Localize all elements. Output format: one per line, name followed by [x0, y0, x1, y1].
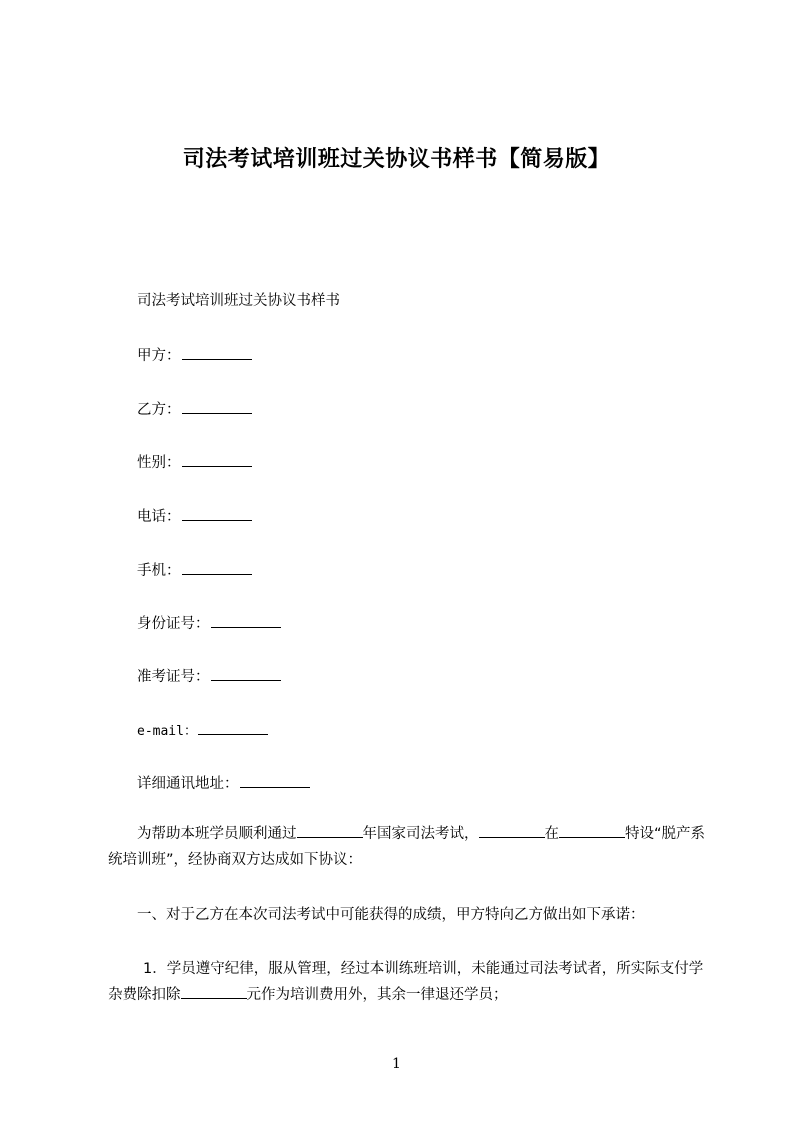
field-phone [137, 506, 252, 527]
field-label: 手机： [137, 563, 181, 579]
field-label: e-mail： [137, 724, 197, 739]
clause-text-1: 1．学员遵守纪律，服从管理，经过本训练班培训，未能通过司法考试者，所实际支付学杂费除扣除 [108, 961, 704, 1003]
field-party-b [137, 399, 252, 420]
blank-line [182, 345, 252, 360]
field-label: 性别： [137, 455, 181, 471]
blank-line [211, 613, 281, 628]
field-label: 乙方： [137, 402, 181, 418]
intro-paragraph [108, 821, 708, 873]
intro-text-2: 年国家司法考试， [362, 826, 479, 842]
field-address [137, 773, 310, 794]
field-label: 准考证号： [137, 669, 210, 685]
field-gender [137, 452, 252, 473]
blank-line [297, 823, 363, 838]
blank-line [198, 720, 268, 735]
intro-text-1: 为帮助本班学员顺利通过 [137, 826, 297, 842]
clause-1 [108, 956, 708, 1008]
blank-line [479, 823, 545, 838]
clause-text-2: 元作为培训费用外，其余一律退还学员； [246, 987, 508, 1003]
document-subtitle: 司法考试培训班过关协议书样书 [137, 293, 340, 309]
document-title: 司法考试培训班过关协议书样书【简易版】 [182, 147, 611, 172]
field-label: 身份证号： [137, 616, 210, 632]
intro-text-4: 特设“脱产系统培训班”，经协商双方达成如下协议： [108, 826, 706, 868]
field-party-a [137, 345, 252, 366]
field-label: 详细通讯地址： [137, 776, 239, 792]
field-label: 甲方： [137, 348, 181, 364]
field-label: 电话： [137, 509, 181, 525]
field-email [137, 720, 268, 742]
section-heading: 一、对于乙方在本次司法考试中可能获得的成绩，甲方特向乙方做出如下承诺： [137, 907, 645, 923]
blank-line [182, 399, 252, 414]
blank-line [559, 823, 625, 838]
field-admission-number [137, 666, 281, 687]
blank-line [181, 984, 247, 999]
blank-line [182, 506, 252, 521]
blank-line [211, 666, 281, 681]
blank-line [182, 452, 252, 467]
page-number: 1 [392, 1056, 401, 1072]
blank-line [182, 560, 252, 575]
field-id-number [137, 613, 281, 634]
field-mobile [137, 560, 252, 581]
intro-text-3: 在 [544, 826, 559, 842]
blank-line [240, 773, 310, 788]
